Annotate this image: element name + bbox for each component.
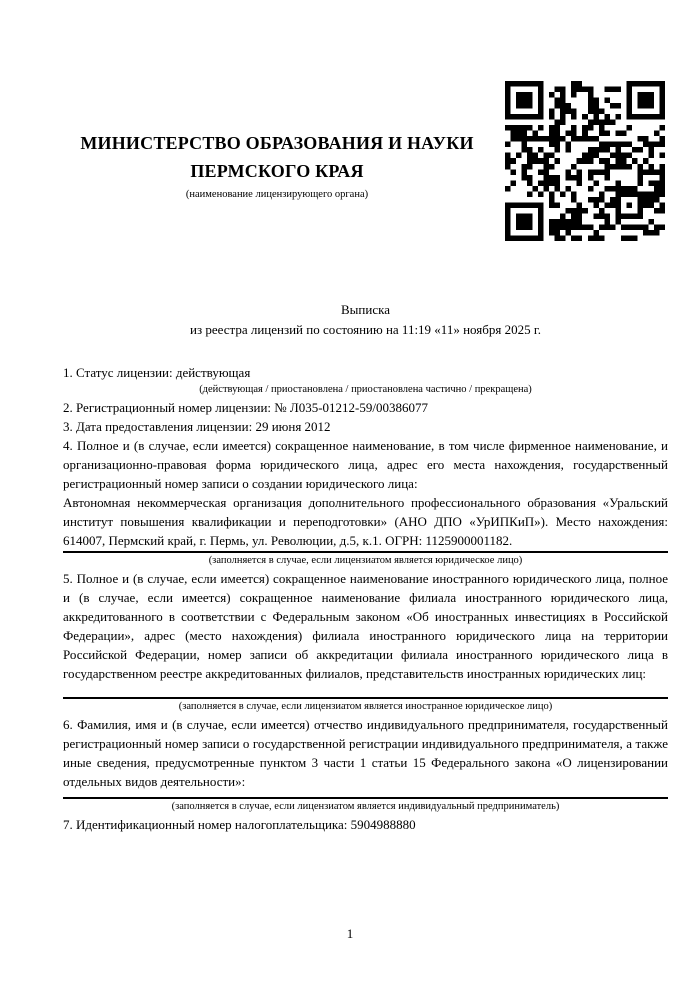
ministry-name-line2: ПЕРМСКОГО КРАЯ (190, 161, 364, 181)
ministry-name-line1: МИНИСТЕРСТВО ОБРАЗОВАНИЯ И НАУКИ (80, 133, 474, 153)
document-body (63, 363, 668, 834)
field-legal-entity-caption: (заполняется в случае, если лицензиатом является юридическое лицо) (208, 555, 523, 566)
document-title (63, 300, 668, 340)
field-individual-entrepreneur-label: 6. Фамилия, имя и (в случае, если имеется) отчество индивидуального предпринимателя, государственный регистрационный номер записи о государственной регистрации индивидуального предпринимателя, а также иные сведения, предусмотренные пунктом 3 части 1 статьи 15 Федерального закона «О лицензировании отдельных видов деятельности»: (63, 717, 668, 789)
qr-code (505, 81, 665, 241)
field-foreign-entity-label: 5. Полное и (в случае, если имеется) сокращенное наименование иностранного юридического лица, полное и (в случае, если имеется) сокращенное наименование филиала иностранного юридического лица, аккредитованного в соответствии с Федеральным законом «Об иностранных инвестициях в Российской Федерации», адрес (место нахождения) филиала иностранного юридического лица на территории Российской Федерации, номер записи об аккредитации филиала иностранного юридического лица в государственном реестре аккредитованных филиалов, представительств иностранных юридических лиц: (63, 571, 668, 681)
ministry-caption: (наименование лицензирующего органа) (185, 189, 369, 200)
page-number: 1 (346, 926, 354, 941)
licensing-authority-header (63, 129, 491, 202)
field-license-status: 1. Статус лицензии: действующая (63, 365, 251, 380)
field-license-status-caption: (действующая / приостановлена / приостановлена частично / прекращена) (199, 384, 532, 395)
document-title-line1: Выписка (341, 302, 390, 317)
field-license-grant-date: 3. Дата предоставления лицензии: 29 июня 2012 (63, 419, 331, 434)
qr-code-icon (505, 81, 665, 241)
field-taxpayer-id: 7. Идентификационный номер налогоплательщика: 5904988880 (63, 817, 416, 832)
document-title-line2: из реестра лицензий по состоянию на 11:19 «11» ноября 2025 г. (190, 322, 541, 337)
field-registration-number: 2. Регистрационный номер лицензии: № Л035-01212-59/00386077 (63, 400, 429, 415)
field-foreign-entity-caption: (заполняется в случае, если лицензиатом является иностранное юридическое лицо) (178, 701, 553, 712)
field-individual-entrepreneur-caption: (заполняется в случае, если лицензиатом является индивидуальный предприниматель) (171, 801, 560, 812)
field-foreign-entity-value (63, 683, 668, 696)
field-legal-entity-label: 4. Полное и (в случае, если имеется) сокращенное наименование, в том числе фирменное наименование, и организационно-правовая форма юридического лица, адрес его места нахождения, государственный регистрационный номер записи о создании юридического лица: (63, 438, 668, 491)
field-legal-entity-value: Автономная некоммерческая организация дополнительного профессионального образования «Уральский институт повышения квалификации и переподготовки» (АНО ДПО «УрИПКиП»). Место нахождения: 614007, Пермский край, г. Пермь, ул. Революции, д.5, к.1. ОГРН: 1125900001182. (63, 495, 668, 548)
